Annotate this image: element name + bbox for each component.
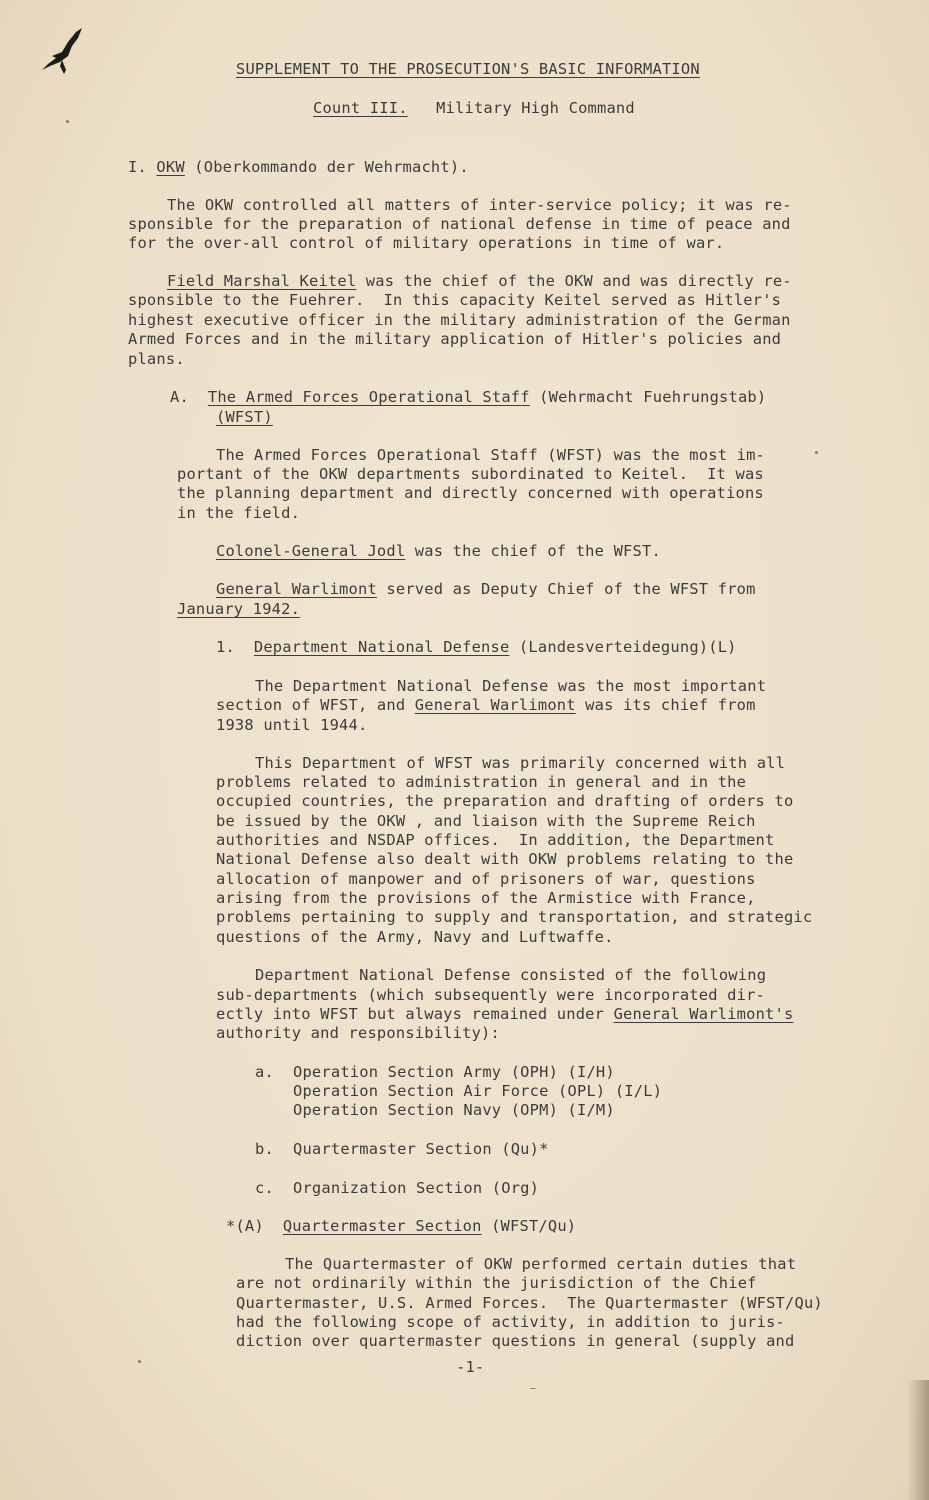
jodl-line [216, 542, 661, 561]
footnote-a-heading [226, 1217, 576, 1236]
footnote-a-abbr: (WFST/Qu) [481, 1217, 577, 1235]
count-subject: Military High Command [436, 99, 635, 117]
paragraph-line [216, 1005, 793, 1024]
paragraph-line: had the following scope of activity, in addition to juris- [236, 1313, 786, 1331]
footnote-a-marker: *(A) [226, 1217, 264, 1235]
paragraph-line [216, 696, 756, 715]
paragraph-line: The Department National Defense was the most important [255, 677, 767, 695]
paragraph-line: are not ordinarily within the jurisdiction of the Chief [236, 1274, 757, 1292]
dept-1-heading [216, 638, 737, 657]
paragraph-line: The Quartermaster of OKW performed certain duties that [285, 1255, 797, 1273]
subsection-a-line: Operation Section Air Force (OPL) (I/L) [293, 1082, 663, 1100]
paragraph-line: questions of the Army, Navy and Luftwaffe. [216, 928, 614, 946]
warlimont-name: General Warlimont [216, 580, 377, 598]
subsection-c-marker: c. [255, 1179, 274, 1197]
paragraph-line: sponsible for the preparation of national defense in time of peace and [128, 215, 791, 233]
section-i-number: I. [128, 158, 147, 176]
dept-1-marker: 1. [216, 638, 235, 656]
paper-speck [530, 1388, 536, 1389]
page-title: SUPPLEMENT TO THE PROSECUTION'S BASIC INFORMATION [236, 60, 700, 78]
paragraph-text: was its chief from [575, 696, 756, 714]
paragraph-line: authority and responsibility): [216, 1024, 500, 1042]
section-i-heading [128, 158, 469, 177]
paragraph-line: highest executive officer in the military administration of the German [128, 311, 791, 329]
section-a-german: (Wehrmacht Fuehrungstab) [529, 388, 767, 406]
paper-speck [66, 120, 69, 123]
paragraph-line: portant of the OKW departments subordinated to Keitel. It was [177, 465, 764, 483]
section-i-abbr: OKW [156, 158, 185, 176]
dept-1-title: Department National Defense [253, 638, 510, 656]
warlimont-line [216, 580, 756, 599]
paragraph-line [167, 272, 792, 291]
subsection-a-line: Operation Section Army (OPH) (I/H) [293, 1063, 615, 1081]
warlimont-date: January 1942. [177, 600, 301, 618]
paragraph-line: Department National Defense consisted of the following [255, 966, 767, 984]
subsection-a-marker: a. [255, 1063, 274, 1081]
paragraph-text: ectly into WFST but always remained under [216, 1005, 614, 1023]
paragraph-line: problems pertaining to supply and transportation, and strategic [216, 908, 813, 926]
subsection-b-marker: b. [255, 1140, 274, 1158]
paragraph-line: be issued by the OKW , and liaison with the Supreme Reich [216, 812, 756, 830]
footnote-a-title: Quartermaster Section [282, 1217, 482, 1235]
paragraph-line: sub-departments (which subsequently were incorporated dir- [216, 986, 766, 1004]
section-i-expansion: (Oberkommando der Wehrmacht). [184, 158, 469, 176]
jodl-text: was the chief of the WFST. [405, 542, 661, 560]
paragraph-text: was the chief of the OKW and was directly re- [356, 272, 792, 290]
paragraph-line: diction over quartermaster questions in general (supply and [236, 1332, 795, 1350]
paragraph-line: authorities and NSDAP offices. In addition, the Department [216, 831, 775, 849]
warlimont-name: General Warlimont's [613, 1005, 794, 1023]
warlimont-text: served as Deputy Chief of the WFST from [376, 580, 756, 598]
warlimont-name: General Warlimont [414, 696, 576, 714]
paragraph-line: for the over-all control of military operations in time of war. [128, 234, 725, 252]
subsection-b-text: Quartermaster Section (Qu)* [293, 1140, 549, 1158]
subsection-c-text: Organization Section (Org) [293, 1179, 540, 1197]
paper-speck [138, 1360, 141, 1363]
paragraph-line: This Department of WFST was primarily concerned with all [255, 754, 786, 772]
keitel-name: Field Marshal Keitel [167, 272, 357, 290]
paragraph-line: problems related to administration in general and in the [216, 773, 747, 791]
section-a-abbr: (WFST) [216, 408, 273, 426]
section-a-title: The Armed Forces Operational Staff [207, 388, 530, 406]
count-heading [313, 99, 635, 118]
paragraph-line: 1938 until 1944. [216, 716, 368, 734]
dept-1-german: (Landesverteidegung)(L) [509, 638, 737, 656]
section-a-marker: A. [170, 388, 189, 406]
paragraph-line: National Defense also dealt with OKW problems relating to the [216, 850, 794, 868]
paragraph-line: in the field. [177, 504, 301, 522]
ink-blot-mark [38, 26, 86, 76]
count-label: Count III. [313, 99, 408, 117]
paragraph-line: sponsible to the Fuehrer. In this capacity Keitel served as Hitler's [128, 291, 782, 309]
page-edge-shadow [907, 1380, 929, 1500]
paragraph-line: Quartermaster, U.S. Armed Forces. The Quartermaster (WFST/Qu) [236, 1294, 823, 1312]
paragraph-line: The Armed Forces Operational Staff (WFST) was the most im- [216, 446, 766, 464]
paper-speck [815, 451, 818, 454]
paragraph-line: occupied countries, the preparation and drafting of orders to [216, 792, 794, 810]
paragraph-line: arising from the provisions of the Armistice with France, [216, 889, 756, 907]
paragraph-line: plans. [128, 350, 185, 368]
page-number: -1- [456, 1358, 485, 1376]
section-a-heading [170, 388, 766, 407]
paragraph-line: the planning department and directly concerned with operations [177, 484, 764, 502]
subsection-a-line: Operation Section Navy (OPM) (I/M) [293, 1101, 615, 1119]
paragraph-line: allocation of manpower and of prisoners of war, questions [216, 870, 756, 888]
paragraph-line: The OKW controlled all matters of inter-service policy; it was re- [167, 196, 792, 214]
jodl-name: Colonel-General Jodl [216, 542, 406, 560]
paragraph-text: section of WFST, and [216, 696, 415, 714]
paragraph-line: Armed Forces and in the military application of Hitler's policies and [128, 330, 782, 348]
